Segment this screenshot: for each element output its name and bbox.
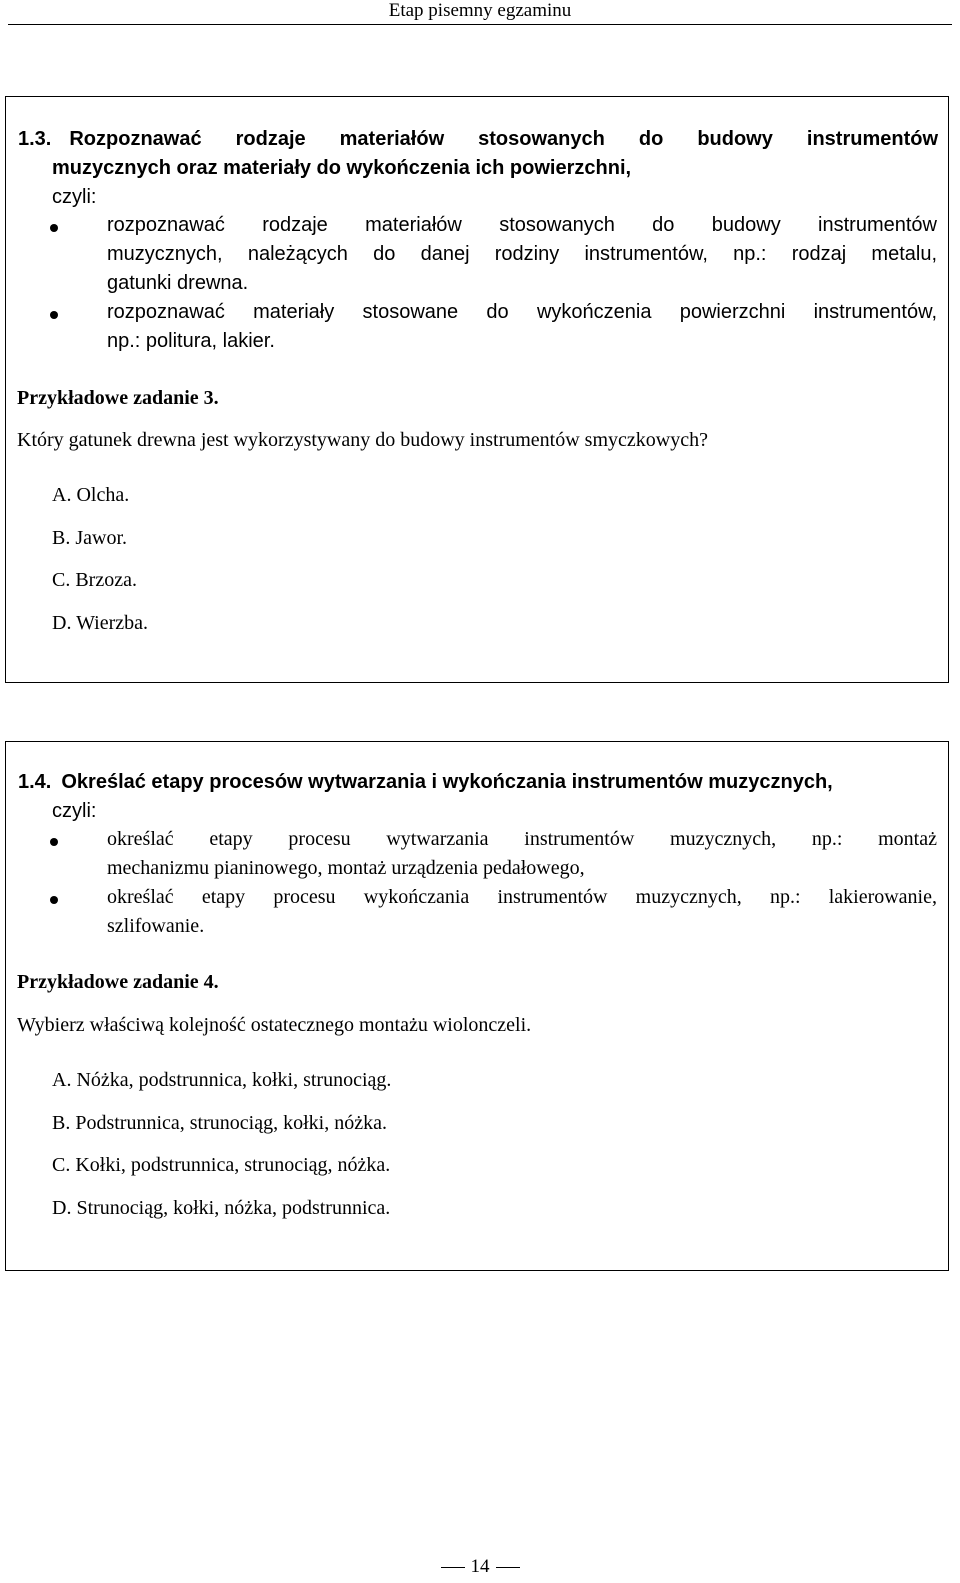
dash-left (441, 1567, 465, 1568)
s1-bullet1-line1: rozpoznawać rodzaje materiałów stosowanych do budowy instrumentów (107, 214, 937, 236)
heading-line-1: Rozpoznawać rodzaje materiałów stosowanych do budowy instrumentów (69, 128, 938, 150)
s2-bullet1-line1: określać etapy procesu wytwarzania instrumentów muzycznych, np.: montaż (107, 828, 937, 850)
s1-bullet1-line2: muzycznych, należących do danej rodziny instrumentów, np.: rodzaj metalu, (107, 243, 937, 265)
header-rule (8, 24, 952, 25)
section-1-3-heading (18, 125, 938, 154)
s1-bullet2-line1: rozpoznawać materiały stosowane do wykończenia powierzchni instrumentów, (107, 301, 937, 323)
dash-right (496, 1567, 520, 1568)
task-3-option-b: B. Jawor. (52, 527, 127, 549)
task-3-option-a: A. Olcha. (52, 484, 130, 506)
task-4-option-d: D. Strunociąg, kołki, nóżka, podstrunnica. (52, 1197, 391, 1219)
task-4-option-c: C. Kołki, podstrunnica, strunociąg, nóżka. (52, 1154, 391, 1176)
bullet-icon (50, 896, 58, 904)
task-3-option-c: C. Brzoza. (52, 569, 137, 591)
heading-line-2: muzycznych oraz materiały do wykończenia ich powierzchni, (52, 157, 632, 179)
running-header: Etap pisemny egzaminu (388, 0, 572, 21)
bullet-icon (50, 838, 58, 846)
task-4-option-b: B. Podstrunnica, strunociąg, kołki, nóżka. (52, 1112, 387, 1134)
task-3-title: Przykładowe zadanie 3. (17, 387, 219, 409)
heading-text: Określać etapy procesów wytwarzania i wykończania instrumentów muzycznych, (61, 771, 833, 793)
task-4-title: Przykładowe zadanie 4. (17, 971, 219, 993)
s1-bullet1-line3: gatunki drewna. (107, 272, 249, 294)
task-3-question: Który gatunek drewna jest wykorzystywany do budowy instrumentów smyczkowych? (17, 429, 708, 451)
task-4-question: Wybierz właściwą kolejność ostatecznego montażu wiolonczeli. (17, 1014, 532, 1036)
task-3-option-d: D. Wierzba. (52, 612, 149, 634)
section-number: 1.4. (18, 771, 52, 793)
s1-bullet2-line2: np.: politura, lakier. (107, 330, 275, 352)
bullet-icon (50, 311, 58, 319)
czyli-label: czyli: (52, 800, 97, 822)
s2-bullet2-line1: określać etapy procesu wykończania instrumentów muzycznych, np.: lakierowanie, (107, 886, 937, 908)
section-1-4-heading (18, 768, 938, 797)
bullet-icon (50, 224, 58, 232)
czyli-label: czyli: (52, 186, 97, 208)
page-footer (0, 1555, 960, 1581)
task-4-option-a: A. Nóżka, podstrunnica, kołki, strunociąg. (52, 1069, 392, 1091)
section-1-4-box (5, 741, 949, 1271)
s2-bullet2-line2: szlifowanie. (107, 915, 205, 937)
section-number: 1.3. (18, 128, 52, 150)
page-number: 14 (470, 1556, 490, 1577)
s2-bullet1-line2: mechanizmu pianinowego, montaż urządzenia pedałowego, (107, 857, 585, 879)
